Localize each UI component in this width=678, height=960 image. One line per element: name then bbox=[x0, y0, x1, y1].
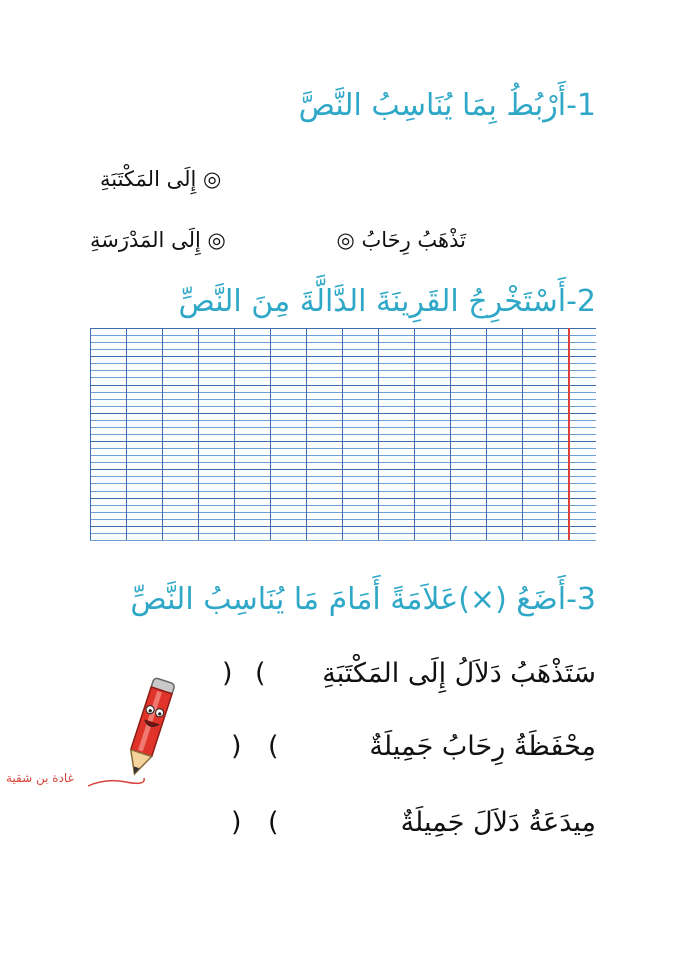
grid-line-horizontal bbox=[90, 392, 596, 393]
grid-line-horizontal bbox=[90, 413, 596, 414]
grid-line-vertical bbox=[306, 328, 307, 540]
grid-line-vertical bbox=[126, 328, 127, 540]
grid-line-horizontal bbox=[90, 540, 596, 541]
exercise-2-title: 2-أَسْتَخْرِجُ القَرِينَةَ الدَّالَّةَ مِنَ النَّصِّ bbox=[178, 284, 596, 319]
grid-line-horizontal bbox=[90, 512, 596, 513]
circle-marker-icon: ◎ bbox=[336, 228, 355, 252]
match-option-library-text: إِلَى المَكْتَبَةِ bbox=[100, 167, 197, 191]
match-subject bbox=[336, 228, 466, 252]
grid-line-horizontal bbox=[90, 370, 596, 371]
grid-line-horizontal bbox=[90, 533, 596, 534]
grid-line-horizontal bbox=[90, 434, 596, 435]
answer-box-3-open[interactable]: ( bbox=[268, 807, 279, 838]
grid-margin-line bbox=[568, 328, 570, 540]
answer-box-1-open[interactable]: ( bbox=[255, 658, 266, 689]
exercise-3-title: 3-أَضَعُ (×)عَلاَمَةً أَمَامَ مَا يُنَاسِبُ النَّصِّ bbox=[130, 582, 596, 617]
match-subject-text: تَذْهَبُ رِحَابُ bbox=[361, 228, 466, 252]
grid-line-horizontal bbox=[90, 385, 596, 386]
answer-box-3-close[interactable]: ) bbox=[231, 807, 242, 838]
match-option-school bbox=[90, 228, 226, 252]
grid-line-horizontal bbox=[90, 363, 596, 364]
grid-line-vertical bbox=[486, 328, 487, 540]
grid-line-horizontal bbox=[90, 483, 596, 484]
statement-2: مِحْفَظَةُ رِحَابُ جَمِيلَةٌ bbox=[369, 731, 596, 762]
grid-line-horizontal bbox=[90, 462, 596, 463]
grid-line-horizontal bbox=[90, 448, 596, 449]
statement-1: سَتَذْهَبُ دَلاَلُ إِلَى المَكْتَبَةِ bbox=[322, 658, 596, 689]
grid-line-horizontal bbox=[90, 349, 596, 350]
match-option-school-text: إِلَى المَدْرَسَةِ bbox=[90, 228, 201, 252]
exercise-1-title: 1-أَرْبُطُ بِمَا يُنَاسِبُ النَّصَّ bbox=[298, 88, 596, 123]
grid-line-vertical bbox=[198, 328, 199, 540]
grid-line-vertical bbox=[378, 328, 379, 540]
grid-line-horizontal bbox=[90, 399, 596, 400]
grid-line-horizontal bbox=[90, 420, 596, 421]
grid-line-horizontal bbox=[90, 406, 596, 407]
circle-marker-icon: ◎ bbox=[207, 228, 226, 252]
grid-line-horizontal bbox=[90, 469, 596, 470]
answer-box-1-close[interactable]: ) bbox=[222, 658, 233, 689]
grid-line-horizontal bbox=[90, 335, 596, 336]
grid-line-horizontal bbox=[90, 377, 596, 378]
grid-line-vertical bbox=[234, 328, 235, 540]
answer-box-2-close[interactable]: ) bbox=[231, 731, 242, 762]
grid-line-vertical bbox=[270, 328, 271, 540]
grid-line-horizontal bbox=[90, 498, 596, 499]
grid-line-horizontal bbox=[90, 505, 596, 506]
answer-box-2-open[interactable]: ( bbox=[268, 731, 279, 762]
grid-line-horizontal bbox=[90, 455, 596, 456]
signature-underline-icon bbox=[86, 776, 146, 790]
grid-line-horizontal bbox=[90, 526, 596, 527]
writing-grid[interactable] bbox=[90, 328, 596, 540]
grid-line-horizontal bbox=[90, 356, 596, 357]
grid-line-horizontal bbox=[90, 427, 596, 428]
match-option-library bbox=[100, 167, 221, 191]
grid-line-vertical bbox=[522, 328, 523, 540]
pencil-mascot-icon bbox=[118, 676, 178, 782]
grid-line-vertical bbox=[558, 328, 559, 540]
grid-line-vertical bbox=[162, 328, 163, 540]
grid-line-horizontal bbox=[90, 491, 596, 492]
grid-line-horizontal bbox=[90, 519, 596, 520]
grid-line-horizontal bbox=[90, 441, 596, 442]
grid-line-vertical bbox=[450, 328, 451, 540]
grid-line-horizontal bbox=[90, 476, 596, 477]
grid-line-horizontal bbox=[90, 328, 596, 329]
grid-line-horizontal bbox=[90, 342, 596, 343]
statement-3: مِيدَعَةُ دَلاَلَ جَمِيلَةٌ bbox=[400, 807, 596, 838]
author-signature: غادة بن شقية bbox=[6, 771, 74, 785]
grid-line-vertical bbox=[414, 328, 415, 540]
grid-line-vertical bbox=[90, 328, 91, 540]
grid-line-vertical bbox=[342, 328, 343, 540]
circle-marker-icon: ◎ bbox=[203, 167, 222, 191]
